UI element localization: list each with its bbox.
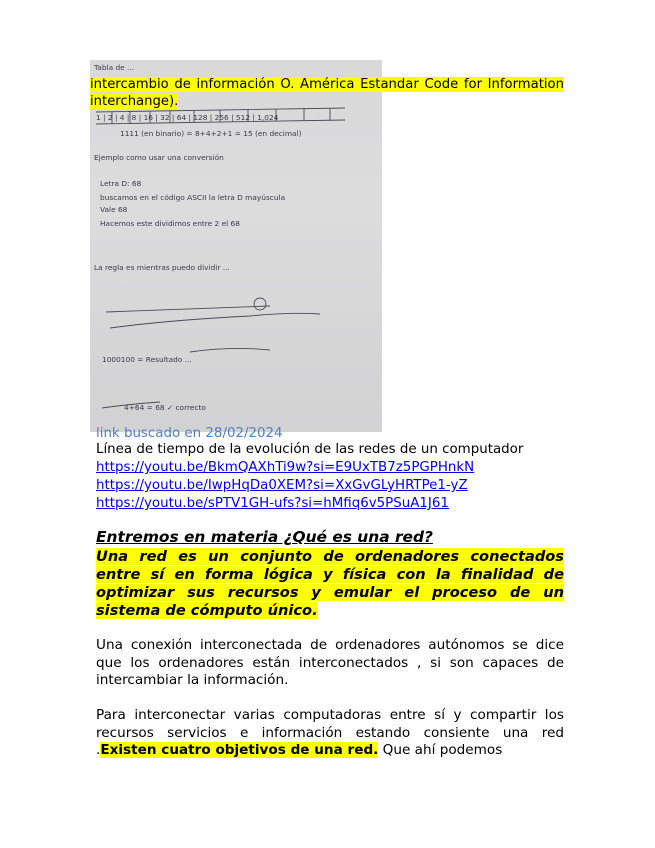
photo-line: buscamos en el código ASCII la letra D mayúscula — [100, 193, 286, 202]
handwritten-notes-photo — [90, 60, 382, 432]
photo-line: 1000100 = Resultado ... — [102, 355, 192, 364]
definition-highlight: Una red es un conjunto de ordenadores conectados entre sí en forma lógica y física con la finalidad de optimizar sus recursos y emular el proceso de un sistema de cómputo único. — [96, 548, 564, 619]
paragraph-2 — [96, 707, 564, 760]
photo-line: Letra D: 68 — [100, 179, 142, 188]
intro-text — [90, 76, 564, 110]
intro-highlight: intercambio de información O. América Estandar Code for Information interchange). — [90, 77, 564, 109]
paragraph-1: Una conexión interconectada de ordenadores autónomos se dice que los ordenadores están interconectados , si son capaces de intercambiar la información. — [96, 637, 564, 688]
definition — [96, 548, 564, 620]
photo-line: Tabla de ... — [94, 63, 135, 72]
photo-line: Hacemos este dividimos entre 2 el 68 — [100, 219, 240, 228]
youtube-link-2[interactable]: https://youtu.be/IwpHqDa0XEM?si=XxGvGLyHRTPe1-yZ — [96, 478, 468, 493]
youtube-link-3[interactable]: https://youtu.be/sPTV1GH-ufs?si=hMfiq6v5PSuA1J61 — [96, 496, 449, 511]
notes-drawing — [90, 60, 382, 432]
photo-line: Vale 68 — [100, 205, 128, 214]
photo-line: La regla es mientras puedo dividir ... — [94, 263, 230, 272]
paragraph-2-end: Que ahí podemos — [378, 742, 503, 758]
youtube-link-1[interactable]: https://youtu.be/BkmQAXhTi9w?si=E9UxTB7z5PGPHnkN — [96, 460, 475, 475]
link-date-note: link buscado en 28/02/2024 — [96, 426, 283, 441]
photo-line: Ejemplo como usar una conversión — [94, 153, 224, 162]
section-heading: Entremos en materia ¿Qué es una red? — [96, 528, 433, 546]
photo-line: 4+64 = 68 ✓ correcto — [124, 403, 206, 412]
photo-line: 1 | 2 | 4 | 8 | 16 | 32 | 64 | 128 | 256 | 512 | 1,024 — [96, 113, 279, 122]
paragraph-2-highlight: Existen cuatro objetivos de una red. — [100, 742, 379, 758]
timeline-title: Línea de tiempo de la evolución de las redes de un computador — [96, 442, 524, 457]
paragraph-2-start: Para interconectar varias computadoras entre sí y compartir los recursos servicios e información estando consiente una red . — [96, 707, 564, 758]
photo-line: 1111 (en binario) = 8+4+2+1 = 15 (en decimal) — [120, 129, 302, 138]
